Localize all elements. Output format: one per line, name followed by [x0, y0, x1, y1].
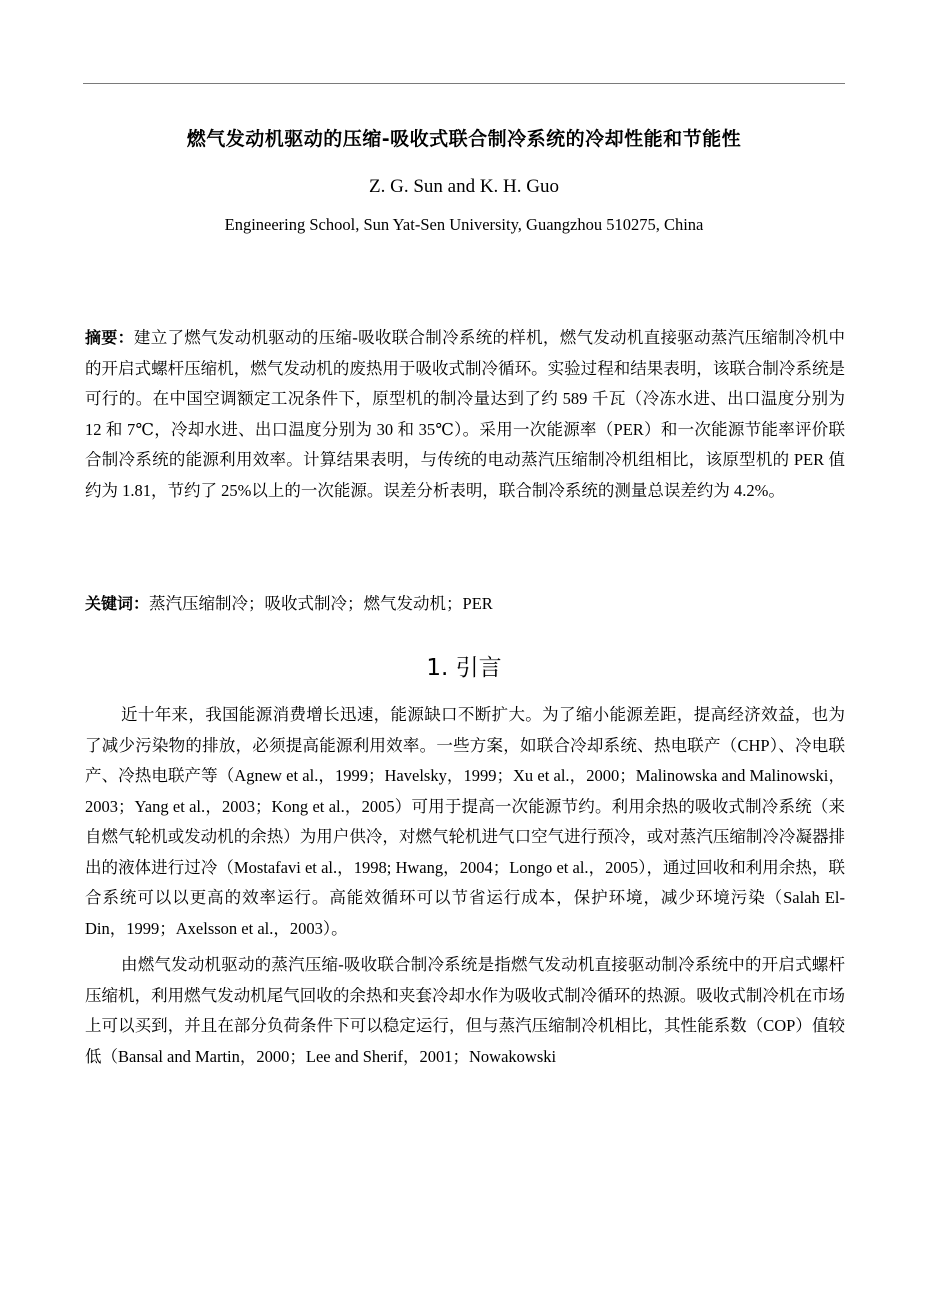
keywords-label: 关键词：	[85, 594, 150, 613]
abstract-label: 摘要：	[85, 328, 134, 347]
paper-title: 燃气发动机驱动的压缩-吸收式联合制冷系统的冷却性能和节能性	[186, 128, 742, 150]
header-rule	[83, 83, 845, 84]
paper-affiliation: Engineering School, Sun Yat-Sen University, Guangzhou 510275, China	[224, 215, 704, 234]
intro-paragraph: 近十年来，我国能源消费增长迅速，能源缺口不断扩大。为了缩小能源差距，提高经济效益，也为了减少污染物的排放，必须提高能源利用效率。一些方案，如联合冷却系统、热电联产（CHP）、冷电联产、冷热电联产等（Agnew et al.，1999；Havelsky，1999；Xu et al.，2000；Malinowska and Malinowski，2003；Yang et al.，2003；Kong et al.，2005）可用于提高一次能源节约。利用余热的吸收式制冷系统（来自燃气轮机或发动机的余热）为用户供冷，对燃气轮机进气口空气进行预冷，或对蒸汽压缩制冷冷凝器排出的液体进行过冷（Mostafavi et al.，1998; Hwang，2004；Longo et al.，2005），通过回收和利用余热，联合系统可以以更高的效率运行。高能效循环可以节省运行成本，保护环境，减少环境污染（Salah El-Din，1999；Axelsson et al.，2003）。	[85, 705, 845, 938]
abstract-block	[85, 323, 845, 506]
intro-paragraph: 由燃气发动机驱动的蒸汽压缩-吸收联合制冷系统是指燃气发动机直接驱动制冷系统中的开启式螺杆压缩机，利用燃气发动机尾气回收的余热和夹套冷却水作为吸收式制冷循环的热源。吸收式制冷机在市场上可以买到，并且在部分负荷条件下可以稳定运行，但与蒸汽压缩制冷机相比，其性能系数（COP）值较低（Bansal and Martin，2000；Lee and Sherif，2001；Nowakowski	[85, 955, 845, 1066]
section-heading: 1. 引言	[426, 655, 502, 681]
abstract-text: 建立了燃气发动机驱动的压缩-吸收联合制冷系统的样机，燃气发动机直接驱动蒸汽压缩制冷机中的开启式螺杆压缩机，燃气发动机的废热用于吸收式制冷循环。实验过程和结果表明，该联合制冷系统是可行的。在中国空调额定工况条件下，原型机的制冷量达到了约 589 千瓦（冷冻水进、出口温度分别为 12 和 7℃，冷却水进、出口温度分别为 30 和 35℃）。采用一次能源率（PER）和一次能源节能率评价联合制冷系统的能源利用效率。计算结果表明，与传统的电动蒸汽压缩制冷机组相比，该原型机的 PER 值约为 1.81，节约了 25%以上的一次能源。误差分析表明，联合制冷系统的测量总误差约为 4.2%。	[85, 328, 845, 500]
keywords-text: 蒸汽压缩制冷；吸收式制冷；燃气发动机；PER	[149, 594, 493, 613]
intro-body	[85, 700, 845, 1078]
paper-authors: Z. G. Sun and K. H. Guo	[369, 176, 559, 197]
keywords-block	[85, 589, 845, 620]
